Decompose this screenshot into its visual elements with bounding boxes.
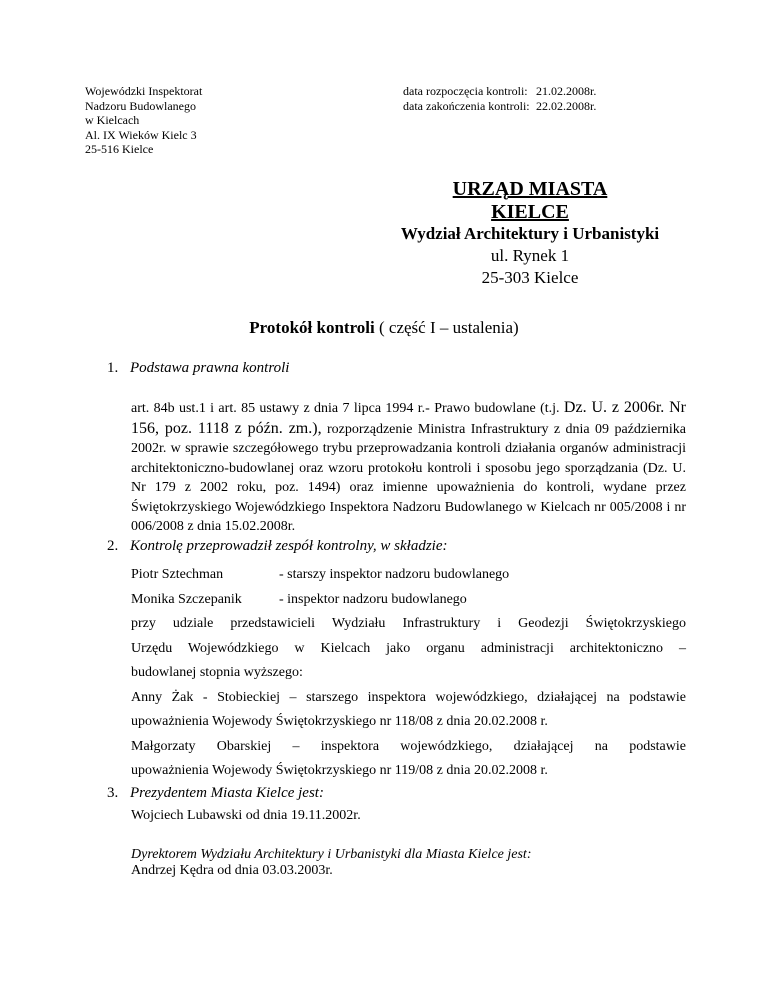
section-1-number: 1. bbox=[107, 360, 119, 376]
start-date-row bbox=[403, 84, 596, 99]
team-member-role: - starszy inspektor nadzoru budowlanego bbox=[279, 567, 510, 582]
representative-line: Anny Żak - Stobieckiej – starszego inspektora wojewódzkiego, działającej na podstawie bbox=[131, 689, 686, 705]
end-date-row bbox=[403, 99, 596, 114]
start-date-value: 21.02.2008r. bbox=[536, 84, 597, 98]
section-4 bbox=[131, 847, 531, 879]
recipient-postcode: 25-303 Kielce bbox=[481, 268, 579, 287]
section-1-heading bbox=[107, 360, 289, 377]
sender-line: w Kielcach bbox=[85, 113, 140, 127]
section-3-text: Wojciech Lubawski od dnia 19.11.2002r. bbox=[131, 808, 361, 823]
section-2-heading bbox=[107, 538, 448, 555]
recipient-department: Wydział Architektury i Urbanistyki bbox=[400, 224, 660, 243]
sender-line: Wojewódzki Inspektorat bbox=[85, 84, 203, 98]
participation-line: Urzędu Wojewódzkiego w Kielcach jako organu administracji architektoniczno – bbox=[131, 640, 686, 656]
representative-line: upoważnienia Wojewody Świętokrzyskiego nr 119/08 z dnia 20.02.2008 r. bbox=[131, 763, 548, 778]
section-1-text-c: rozporządzenie Ministra Infrastruktury z dnia 09 października 2002r. w sprawie szczegółowego trybu przeprowadzania kontroli działania organów administracji architektoniczno-budowlanej oraz wzoru protokołu kontroli i sposobu jego sporządzania (Dz. U. Nr 179 z 2002 roku, poz. 1494) oraz imienne upoważnienia do kontroli, wydane przez Świętokrzyskiego Wojewódzkiego Inspektora Nadzoru Budowlanego w Kielcach nr 005/2008 i nr 006/2008 z dnia 15.02.2008r. bbox=[131, 421, 686, 534]
section-2-heading-text: Kontrolę przeprowadził zespół kontrolny, w składzie: bbox=[130, 538, 448, 554]
document-title-rest: ( część I – ustalenia) bbox=[379, 318, 519, 337]
team-member bbox=[131, 563, 686, 588]
section-2-number: 2. bbox=[107, 538, 119, 554]
sender-address bbox=[85, 84, 202, 157]
end-date-value: 22.02.2008r. bbox=[536, 98, 597, 113]
participation-line: przy udziale przedstawicieli Wydziału Infrastruktury i Geodezji Świętokrzyskiego bbox=[131, 616, 686, 631]
team-member bbox=[131, 588, 686, 613]
recipient-name-line1: URZĄD MIASTA bbox=[452, 178, 608, 200]
end-date-label: data zakończenia kontroli: bbox=[403, 98, 530, 113]
sender-line: 25-516 Kielce bbox=[85, 142, 154, 156]
participation-line: budowlanej stopnia wyższego: bbox=[131, 665, 303, 680]
control-dates bbox=[403, 84, 596, 113]
start-date-label: data rozpoczęcia kontroli: bbox=[403, 84, 528, 98]
section-3-number: 3. bbox=[107, 785, 119, 801]
representative-line: Małgorzaty Obarskiej – inspektora wojewódzkiego, działającej na podstawie bbox=[131, 738, 686, 754]
document-title-bold: Protokół kontroli bbox=[249, 318, 375, 337]
section-2-body bbox=[131, 563, 686, 784]
representative-line: upoważnienia Wojewody Świętokrzyskiego nr 118/08 z dnia 20.02.2008 r. bbox=[131, 714, 548, 729]
section-1-heading-text: Podstawa prawna kontroli bbox=[130, 360, 290, 376]
section-1-text-b: Dz. U. z 2006r. Nr 156, poz. 1118 z późn. zm.), bbox=[131, 399, 687, 437]
section-1-paragraph bbox=[131, 398, 686, 537]
recipient-street: ul. Rynek 1 bbox=[490, 246, 570, 265]
team-member-role: - inspektor nadzoru budowlanego bbox=[279, 591, 467, 607]
team-member-name: Piotr Sztechman bbox=[131, 567, 224, 582]
section-4-text: Andrzej Kędra od dnia 03.03.2003r. bbox=[131, 863, 333, 878]
sender-line: Nadzoru Budowlanego bbox=[85, 98, 196, 113]
section-4-heading: Dyrektorem Wydziału Architektury i Urbanistyki dla Miasta Kielce jest: bbox=[131, 847, 532, 862]
sender-line: Al. IX Wieków Kielc 3 bbox=[85, 127, 197, 142]
section-1-text-a: art. 84b ust.1 i art. 85 ustawy z dnia 7 lipca 1994 r.- Prawo budowlane (t.j. bbox=[131, 401, 564, 416]
recipient-name-line2: KIELCE bbox=[491, 201, 569, 223]
team-member-name: Monika Szczepanik bbox=[131, 591, 242, 607]
recipient-address bbox=[380, 178, 680, 289]
section-3-heading-text: Prezydentem Miasta Kielce jest: bbox=[130, 785, 324, 801]
section-3-heading bbox=[107, 785, 324, 802]
document-title bbox=[0, 318, 768, 338]
